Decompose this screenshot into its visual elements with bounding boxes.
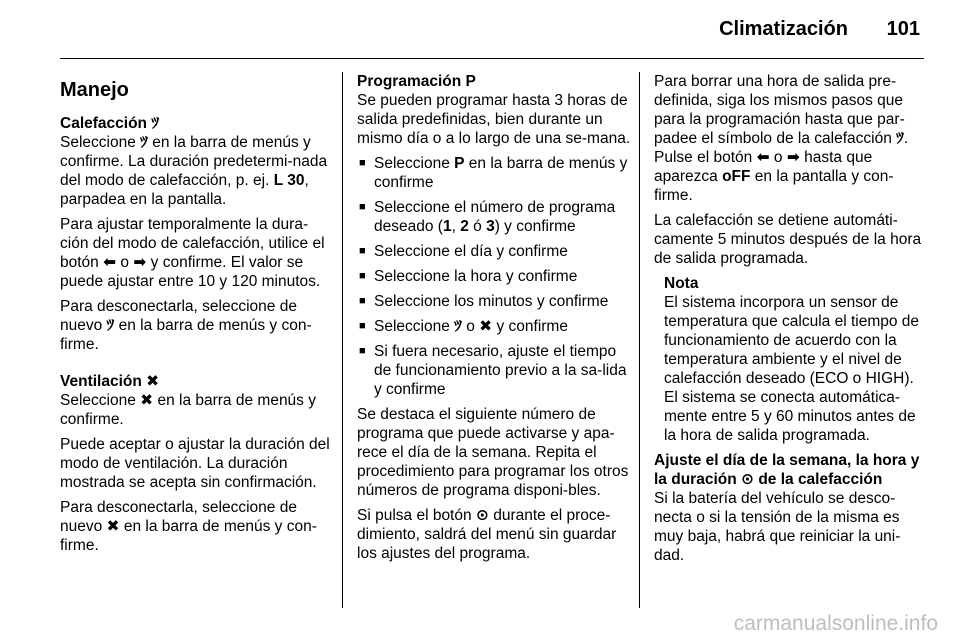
list-item: [357, 154, 632, 192]
detiene-para: La calefacción se detiene automáti-camente 5 minutos después de la hora de salida programada.: [654, 212, 922, 267]
text: ó: [468, 218, 487, 235]
header-divider: [60, 58, 924, 59]
list-item: [357, 317, 632, 336]
off-text: oFF: [722, 168, 751, 185]
clock-icon: ⊙: [475, 507, 489, 524]
text: ) y confirme: [494, 218, 576, 235]
column-divider-1: [342, 72, 343, 608]
programacion-steps: [357, 154, 632, 399]
ventilacion-para-1: [60, 391, 330, 429]
fan-icon: ✖: [146, 373, 160, 390]
column-divider-2: [639, 72, 640, 608]
text: o: [120, 254, 130, 271]
text: hasta que aparezca: [654, 149, 873, 185]
text: en la barra de menús y con-firme.: [60, 317, 312, 353]
text: Ajuste el día de la semana, la hora y la duración: [654, 452, 920, 488]
text: . Pulse el botón: [654, 130, 909, 166]
note-text: El sistema incorpora un sensor de temperatura que calcula el tiempo de funcionamiento de acuerdo con la temperatura ambiente y el nivel de calefacción deseado (ECO o HIGH). El sistema se conecta automática-mente entre 5 y 60 minutos antes de la hora de salida programada.: [664, 294, 920, 444]
programacion-para-2: Se destaca el siguiente número de programa que puede activarse y apa-rece el día de la semana. Repita el procedimiento para programar los otros números de programa disponi-bles.: [357, 406, 629, 499]
left-arrow-icon: ⬅: [103, 254, 117, 271]
column-2: [357, 72, 632, 569]
text: Seleccione: [374, 155, 450, 172]
text: 1: [442, 218, 452, 235]
ventilacion-para-2: Puede aceptar o ajustar la duración del modo de ventilación. La duración mostrada se acepta sin confirmación.: [60, 436, 330, 491]
heating-icon: ﾂ: [106, 317, 115, 334]
text: en la barra de menús y confirme: [374, 155, 628, 191]
calefaccion-para-2: [60, 215, 330, 291]
text: y confirme. El valor se puede ajustar entre 10 y 120 minutos.: [60, 254, 321, 290]
heating-icon: ﾂ: [454, 318, 462, 335]
text: Seleccione: [60, 134, 136, 151]
ventilacion-para-3: [60, 498, 330, 555]
note-title: Nota: [664, 275, 699, 292]
text: Seleccione el número de programa deseado (: [374, 199, 616, 235]
programacion-para-1: Se pueden programar hasta 3 horas de salida predefinidas, bien durante un mismo día o a lo largo de una se-mana.: [357, 92, 631, 147]
calefaccion-heading-text: Calefacción: [60, 115, 148, 132]
column-1: [60, 78, 330, 561]
right-arrow-icon: ➡: [133, 254, 147, 271]
section-title: Manejo: [60, 79, 129, 101]
duration-value: L 30: [273, 172, 305, 189]
text: en la barra de menús y confirme. La duración predetermi-nada del modo de calefacción, p. ej.: [60, 134, 328, 189]
ventilacion-heading-text: Ventilación: [60, 373, 142, 390]
ajuste-text: Si la batería del vehículo se desco-necta o si la tensión de la misma es muy baja, habrá que reiniciar la uni-dad.: [654, 490, 901, 564]
text: en la pantalla y con-firme.: [654, 168, 894, 204]
note-block: [654, 274, 926, 445]
list-item: ■ Seleccione los minutos y confirme: [357, 292, 632, 311]
left-arrow-icon: ⬅: [756, 149, 770, 166]
list-item: ■ Si fuera necesario, ajuste el tiempo de funcionamiento previo a la sa-lida y confirme: [357, 342, 632, 399]
list-item: [357, 198, 632, 236]
text: Para desconectarla, seleccione de nuevo: [60, 499, 297, 535]
text: en la barra de menús y confirme.: [60, 392, 316, 428]
text: 3: [486, 218, 495, 235]
text: Para ajustar temporalmente la dura-ción del modo de calefacción, utilice el botón: [60, 216, 325, 271]
watermark: carmanualsonline.info: [733, 612, 938, 635]
calefaccion-para-3: [60, 297, 330, 354]
calefaccion-para-1: [60, 133, 330, 209]
text: Para borrar una hora de salida pre-definida, siga los mismos pasos que para la programación hasta que par-padee el símbolo de la calefacción: [654, 73, 905, 147]
page-number: 101: [886, 18, 920, 40]
column-3: [654, 72, 926, 571]
programacion-para-3: [357, 506, 632, 563]
text: Seleccione: [60, 392, 136, 409]
ajuste-heading: [654, 451, 926, 489]
borrar-para: [654, 72, 926, 205]
text: y confirme: [496, 318, 568, 335]
text: o: [466, 318, 475, 335]
text: P: [454, 155, 465, 172]
programacion-heading: Programación P: [357, 73, 476, 90]
text: o: [773, 149, 783, 166]
text: 2: [460, 218, 469, 235]
text: Para desconectarla, seleccione de nuevo: [60, 298, 297, 334]
clock-icon: ⊙: [741, 471, 754, 488]
list-item: ■ Seleccione el día y confirme: [357, 242, 632, 261]
page-title: Climatización: [719, 18, 848, 40]
heating-icon: ﾂ: [151, 115, 160, 132]
right-arrow-icon: ➡: [786, 149, 800, 166]
fan-icon: ✖: [140, 392, 154, 409]
text: Si pulsa el botón: [357, 507, 472, 524]
text: de la calefacción: [758, 471, 883, 488]
heating-icon: ﾂ: [140, 134, 148, 151]
ventilacion-heading: [60, 372, 330, 391]
heating-icon: ﾂ: [896, 130, 904, 147]
page-header: [0, 0, 960, 52]
text: , parpadea en la pantalla.: [60, 172, 309, 208]
list-item: ■ Seleccione la hora y confirme: [357, 267, 632, 286]
fan-icon: ✖: [106, 518, 120, 535]
calefaccion-heading: [60, 114, 330, 133]
text: Seleccione: [374, 318, 450, 335]
text: durante el proce-dimiento, saldrá del menú sin guardar los ajustes del programa.: [357, 507, 617, 562]
text: en la barra de menús y con-firme.: [60, 518, 317, 554]
fan-icon: ✖: [479, 318, 493, 335]
text: ,: [451, 218, 461, 235]
